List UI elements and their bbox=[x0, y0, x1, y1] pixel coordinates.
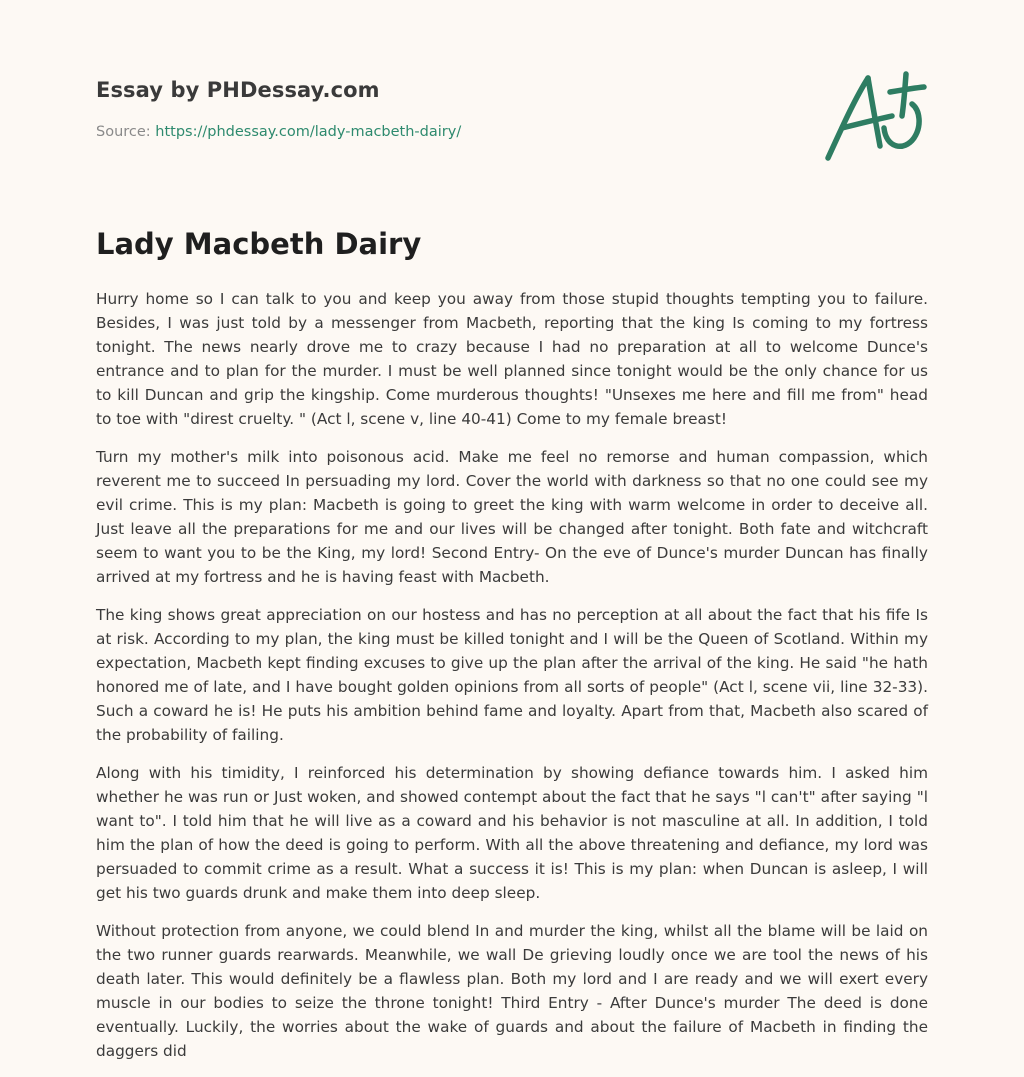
essay-paragraph: Along with his timidity, I reinforced his determination by showing defiance towards him. I asked him whether he was run or Just woken, and showed contempt about the fact that he says "l can't" after saying "l want to". I told him that he will live as a coward and his behavior is not masculine at all. In addition, I told him the plan of how the deed is going to perform. With all the above threatening and defiance, my lord was persuaded to commit crime as a result. What a success it is! This is my plan: when Duncan is asleep, I will get his two guards drunk and make them into deep sleep. bbox=[96, 764, 928, 902]
a-plus-grade-icon bbox=[818, 62, 930, 164]
page-title: Lady Macbeth Dairy bbox=[96, 227, 422, 261]
source-link[interactable]: https://phdessay.com/lady-macbeth-dairy/ bbox=[155, 124, 462, 140]
essay-paragraph: The king shows great appreciation on our hostess and has no perception at all about the fact that his fife Is at risk. According to my plan, the king must be killed tonight and I will be the Queen of Scotland. Within my expectation, Macbeth kept finding excuses to give up the plan after the arrival of the king. He said "he hath honored me of late, and I have bought golden opinions from all sorts of people" (Act l, scene vii, line 32-33). Such a coward he is! He puts his ambition behind fame and loyalty. Apart from that, Macbeth also scared of the probability of failing. bbox=[96, 606, 928, 744]
source-line bbox=[96, 122, 796, 142]
essay-paragraph: Hurry home so I can talk to you and keep you away from those stupid thoughts tempting you to failure. Besides, I was just told by a messenger from Macbeth, reporting that the king Is coming to my fortress tonight. The news nearly drove me to crazy because I had no preparation at all to welcome Dunce's entrance and to plan for the murder. I must be well planned since tonight would be the only chance for us to kill Duncan and grip the kingship. Come murderous thoughts! "Unsexes me here and fill me from" head to toe with "direst cruelty. " (Act l, scene v, line 40-41) Come to my female breast! bbox=[96, 290, 928, 428]
essay-paragraph: Turn my mother's milk into poisonous acid. Make me feel no remorse and human compassion, which reverent me to succeed In persuading my lord. Cover the world with darkness so that no one could see my evil crime. This is my plan: Macbeth is going to greet the king with warm welcome in order to deceive all. Just leave all the preparations for me and our lives will be changed after tonight. Both fate and witchcraft seem to want you to be the King, my lord! Second Entry- On the eve of Dunce's murder Duncan has finally arrived at my fortress and he is having feast with Macbeth. bbox=[96, 448, 928, 586]
essay-body bbox=[96, 287, 928, 1077]
essay-header bbox=[96, 76, 796, 142]
source-label: Source: bbox=[96, 124, 156, 140]
brand-name: Essay by PHDessay.com bbox=[96, 78, 380, 102]
essay-paragraph: Without protection from anyone, we could blend In and murder the king, whilst all the blame will be laid on the two runner guards rearwards. Meanwhile, we wall De grieving loudly once we are tool the news of his death later. This would definitely be a flawless plan. Both my lord and I are ready and we will exert every muscle in our bodies to seize the throne tonight! Third Entry - After Dunce's murder The deed is done eventually. Luckily, the worries about the wake of guards and about the failure of Macbeth in finding the daggers did bbox=[96, 922, 928, 1060]
